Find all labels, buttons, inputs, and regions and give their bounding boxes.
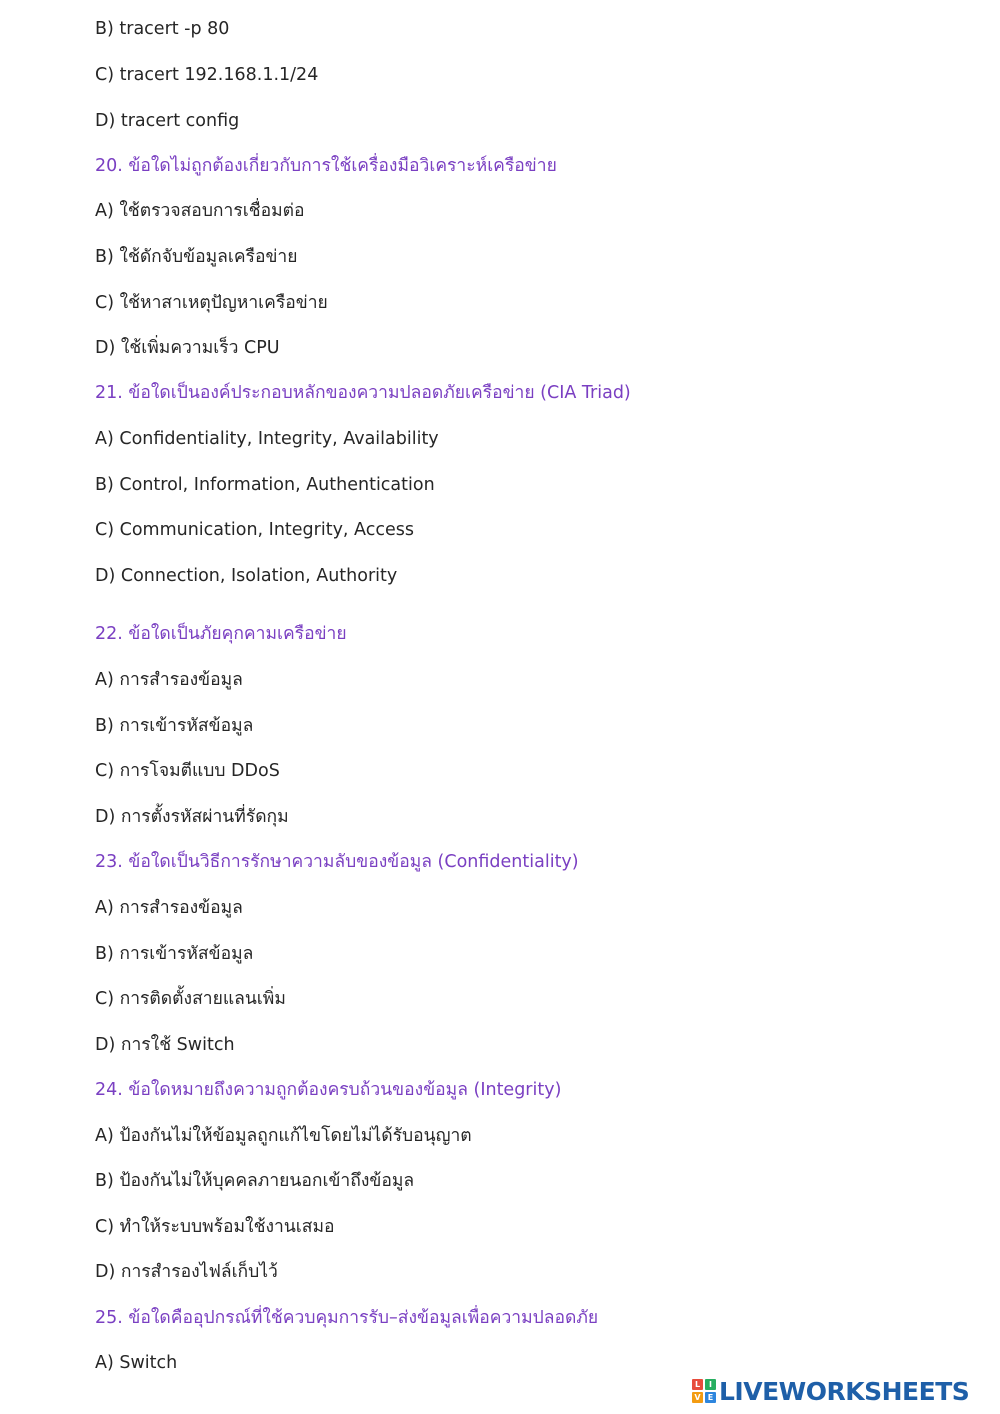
answer-option: D) Connection, Isolation, Authority: [95, 566, 398, 586]
answer-option: C) การโจมตีแบบ DDoS: [95, 761, 280, 781]
logo-wordmark: LIVEWORKSHEETS: [719, 1376, 970, 1406]
answer-option: A) ป้องกันไม่ให้ข้อมูลถูกแก้ไขโดยไม่ได้รับอนุญาต: [95, 1126, 472, 1146]
answer-option: B) การเข้ารหัสข้อมูล: [95, 944, 254, 964]
answer-option: D) การตั้งรหัสผ่านที่รัดกุม: [95, 807, 289, 827]
answer-option: B) Control, Information, Authentication: [95, 475, 435, 495]
logo-letter: V: [692, 1392, 703, 1403]
answer-option: C) การติดตั้งสายแลนเพิ่ม: [95, 989, 286, 1009]
logo-letter: L: [692, 1379, 703, 1390]
logo-letter: I: [705, 1379, 716, 1390]
question-text: 20. ข้อใดไม่ถูกต้องเกี่ยวกับการใช้เครื่องมือวิเคราะห์เครือข่าย: [95, 156, 557, 176]
answer-option: A) Confidentiality, Integrity, Availability: [95, 429, 439, 449]
answer-option: B) tracert -p 80: [95, 19, 230, 39]
logo-mark-icon: [692, 1379, 716, 1403]
question-text: 25. ข้อใดคืออุปกรณ์ที่ใช้ควบคุมการรับ–ส่งข้อมูลเพื่อความปลอดภัย: [95, 1308, 599, 1328]
answer-option: B) ป้องกันไม่ให้บุคคลภายนอกเข้าถึงข้อมูล: [95, 1171, 415, 1191]
answer-option: D) การสำรองไฟล์เก็บไว้: [95, 1262, 278, 1282]
liveworksheets-logo[interactable]: [692, 1374, 969, 1408]
answer-option: B) การเข้ารหัสข้อมูล: [95, 716, 254, 736]
answer-option: A) Switch: [95, 1353, 178, 1373]
answer-option: D) ใช้เพิ่มความเร็ว CPU: [95, 338, 280, 358]
logo-letter: E: [705, 1392, 716, 1403]
answer-option: B) ใช้ดักจับข้อมูลเครือข่าย: [95, 247, 298, 267]
answer-option: A) การสำรองข้อมูล: [95, 670, 243, 690]
answer-option: D) การใช้ Switch: [95, 1035, 235, 1055]
answer-option: C) ทำให้ระบบพร้อมใช้งานเสมอ: [95, 1217, 335, 1237]
question-text: 23. ข้อใดเป็นวิธีการรักษาความลับของข้อมูล (Confidentiality): [95, 852, 579, 872]
answer-option: C) ใช้หาสาเหตุปัญหาเครือข่าย: [95, 293, 328, 313]
question-text: 24. ข้อใดหมายถึงความถูกต้องครบถ้วนของข้อมูล (Integrity): [95, 1080, 562, 1100]
answer-option: D) tracert config: [95, 111, 240, 131]
question-text: 22. ข้อใดเป็นภัยคุกคามเครือข่าย: [95, 624, 347, 644]
answer-option: C) Communication, Integrity, Access: [95, 520, 414, 540]
question-text: 21. ข้อใดเป็นองค์ประกอบหลักของความปลอดภัยเครือข่าย (CIA Triad): [95, 383, 631, 403]
answer-option: A) ใช้ตรวจสอบการเชื่อมต่อ: [95, 201, 305, 221]
answer-option: A) การสำรองข้อมูล: [95, 898, 243, 918]
answer-option: C) tracert 192.168.1.1/24: [95, 65, 319, 85]
